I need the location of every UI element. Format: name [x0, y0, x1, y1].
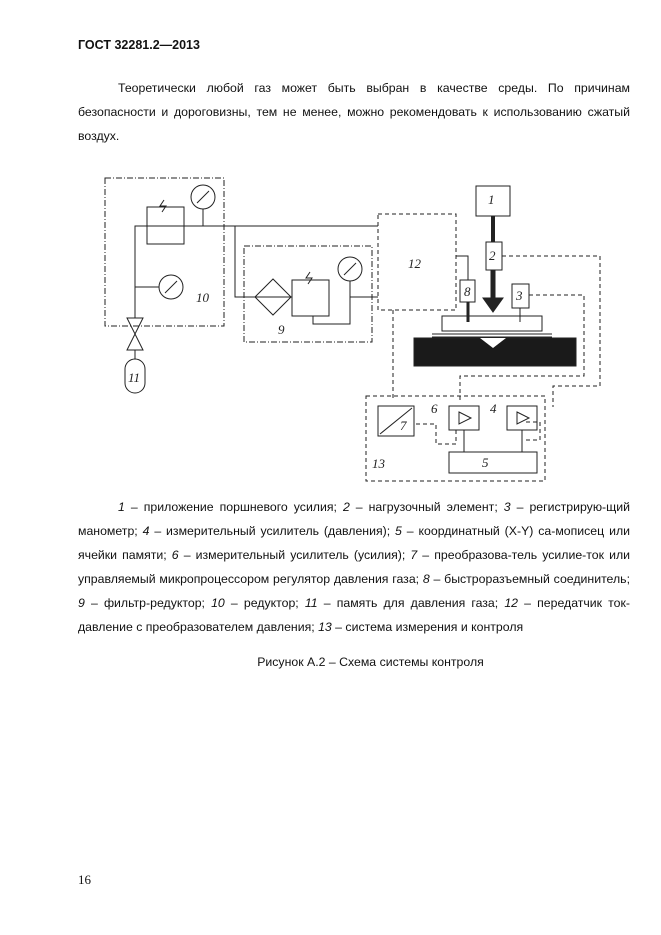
legend-number: 12 [504, 596, 519, 610]
figure-label-12: 12 [408, 256, 421, 271]
figure-label-5: 5 [482, 455, 489, 470]
legend-text: – координатный (X-Y) са-мописец или ячейки памяти; [78, 524, 630, 562]
figure-label-1: 1 [488, 192, 495, 207]
figure-label-3: 3 [516, 288, 523, 303]
force-amplifier-6 [449, 406, 479, 430]
figure-title: Рисунок А.2 – Схема системы контроля [257, 655, 484, 669]
intro-paragraph [78, 76, 630, 148]
figure-label-7: 7 [400, 418, 407, 433]
control-system-diagram [100, 172, 610, 492]
legend-number: 3 [503, 500, 511, 514]
legend-text: – быстроразъемный соединитель; [429, 572, 630, 586]
figure-label-13: 13 [372, 456, 385, 471]
legend-number: 2 [342, 500, 350, 514]
valve-icon [127, 318, 143, 350]
legend-text: – измерительный усилитель (давления); [149, 524, 396, 538]
legend-text: – система измерения и контроля [331, 620, 524, 634]
pressure-amplifier-4 [507, 406, 537, 430]
figure-label-6: 6 [431, 401, 438, 416]
figure-label-4: 4 [490, 401, 497, 416]
legend-text: – редуктор; [224, 596, 305, 610]
legend-number: 6 [171, 548, 179, 562]
figure-label-10: 10 [196, 290, 209, 305]
intro-paragraph-text: Теоретически любой газ может быть выбран в качестве среды. По причинам безопасности и дороговизны, тем не менее, можно рекомендовать к использованию сжатый воздух. [78, 81, 630, 143]
legend-number: 1 [118, 500, 125, 514]
legend-text: – память для давления газа; [317, 596, 505, 610]
figure-legend [78, 495, 630, 639]
legend-number: 13 [318, 620, 332, 634]
legend-text: – преобразова-тель усилие-ток или управляемый микропроцессором регулятор давления газа; [78, 548, 630, 586]
legend-text: – передатчик ток-давление с преобразователем давления; [78, 596, 630, 634]
legend-number: 4 [142, 524, 150, 538]
legend-number: 11 [304, 596, 318, 610]
legend-text: – измерительный усилитель (усилия); [178, 548, 411, 562]
document-header: ГОСТ 32281.2—2013 [78, 38, 200, 52]
legend-number: 9 [78, 596, 85, 610]
xy-recorder-5 [449, 452, 537, 473]
legend-text: – фильтр-редуктор; [84, 596, 212, 610]
filter-regulator [292, 280, 329, 316]
figure-label-2: 2 [489, 248, 496, 263]
figure-label-8: 8 [464, 284, 471, 299]
legend-number: 5 [395, 524, 402, 538]
legend-number: 7 [410, 548, 418, 562]
figure-label-9: 9 [278, 322, 285, 337]
legend-text: – регистрирую-щий манометр; [78, 500, 630, 538]
legend-number: 8 [422, 572, 430, 586]
figure-label-11: 11 [128, 370, 141, 385]
filter-reducer-box-9 [244, 246, 372, 342]
legend-text: – приложение поршневого усилия; [124, 500, 343, 514]
legend-text: – нагрузочный элемент; [349, 500, 504, 514]
legend-number: 10 [211, 596, 225, 610]
page-number: 16 [78, 872, 91, 887]
